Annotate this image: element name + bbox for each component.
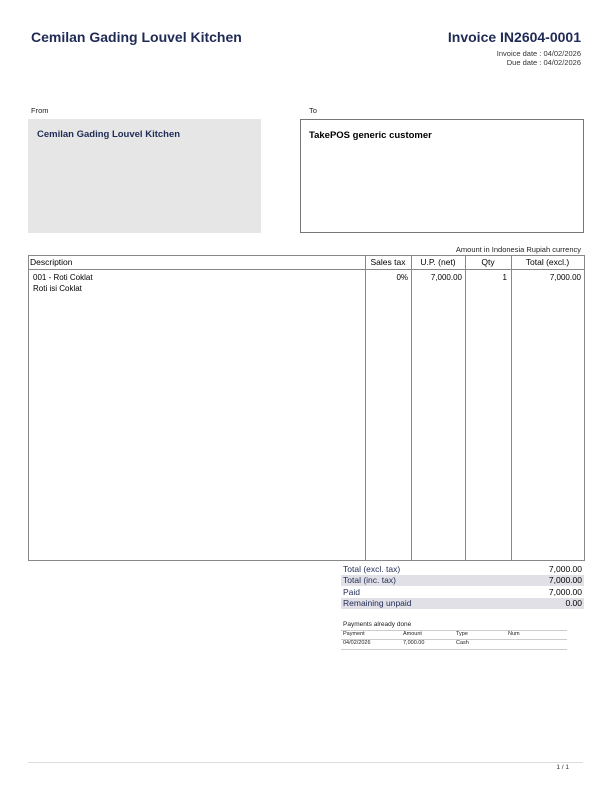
column-divider xyxy=(365,256,366,560)
from-address-box xyxy=(28,119,261,233)
page-number: 1 / 1 xyxy=(556,764,569,771)
company-name: Cemilan Gading Louvel Kitchen xyxy=(31,29,242,45)
remaining-unpaid-value: 0.00 xyxy=(565,598,582,608)
header-divider xyxy=(29,269,584,270)
payment-type: Cash xyxy=(456,640,469,646)
to-customer-name: TakePOS generic customer xyxy=(309,130,432,141)
line-detail: Roti isi Coklat xyxy=(33,284,82,293)
from-label: From xyxy=(31,106,49,115)
total-inc-tax-row xyxy=(341,575,584,586)
payments-divider xyxy=(341,649,567,650)
payments-divider xyxy=(341,639,567,640)
remaining-unpaid-row xyxy=(341,598,584,609)
payment-amount: 7,000.00 xyxy=(403,640,425,646)
total-inc-tax-label: Total (inc. tax) xyxy=(343,575,396,585)
line-total-excl: 7,000.00 xyxy=(549,273,581,282)
total-excl-tax-value: 7,000.00 xyxy=(548,564,582,574)
payments-header-amount: Amount xyxy=(403,631,422,637)
payment-date: 04/02/2026 xyxy=(343,640,371,646)
column-divider xyxy=(511,256,512,560)
payments-divider xyxy=(341,630,567,631)
payments-table xyxy=(341,630,567,650)
to-label: To xyxy=(309,106,317,115)
due-date: Due date : 04/02/2026 xyxy=(506,58,581,67)
paid-row xyxy=(341,587,584,598)
total-inc-tax-value: 7,000.00 xyxy=(548,575,582,585)
column-divider xyxy=(465,256,466,560)
payments-header-num: Num xyxy=(508,631,520,637)
payments-header-type: Type xyxy=(456,631,468,637)
line-description: 001 - Roti Coklat xyxy=(33,273,93,282)
column-header-description: Description xyxy=(30,257,73,267)
line-qty: 1 xyxy=(502,273,507,282)
total-excl-tax-row xyxy=(341,564,584,575)
from-company-name: Cemilan Gading Louvel Kitchen xyxy=(37,129,181,140)
currency-note: Amount in Indonesia Rupiah currency xyxy=(455,245,581,254)
payments-title: Payments already done xyxy=(343,621,412,628)
footer-divider xyxy=(28,762,583,763)
invoice-title: Invoice IN2604-0001 xyxy=(447,29,581,45)
column-header-sales-tax: Sales tax xyxy=(370,257,406,267)
line-unit-price: 7,000.00 xyxy=(430,273,462,282)
column-header-total-excl: Total (excl.) xyxy=(525,257,570,267)
column-header-qty: Qty xyxy=(481,257,495,267)
invoice-date: Invoice date : 04/02/2026 xyxy=(496,49,581,58)
invoice-lines-table xyxy=(28,255,585,561)
to-address-box xyxy=(300,119,584,233)
remaining-unpaid-label: Remaining unpaid xyxy=(343,598,412,608)
payments-header-payment: Payment xyxy=(343,631,365,637)
column-header-unit-price: U.P. (net) xyxy=(420,257,456,267)
column-divider xyxy=(411,256,412,560)
line-sales-tax: 0% xyxy=(396,273,408,282)
total-excl-tax-label: Total (excl. tax) xyxy=(343,564,401,574)
paid-value: 7,000.00 xyxy=(548,587,582,597)
paid-label: Paid xyxy=(343,587,361,597)
